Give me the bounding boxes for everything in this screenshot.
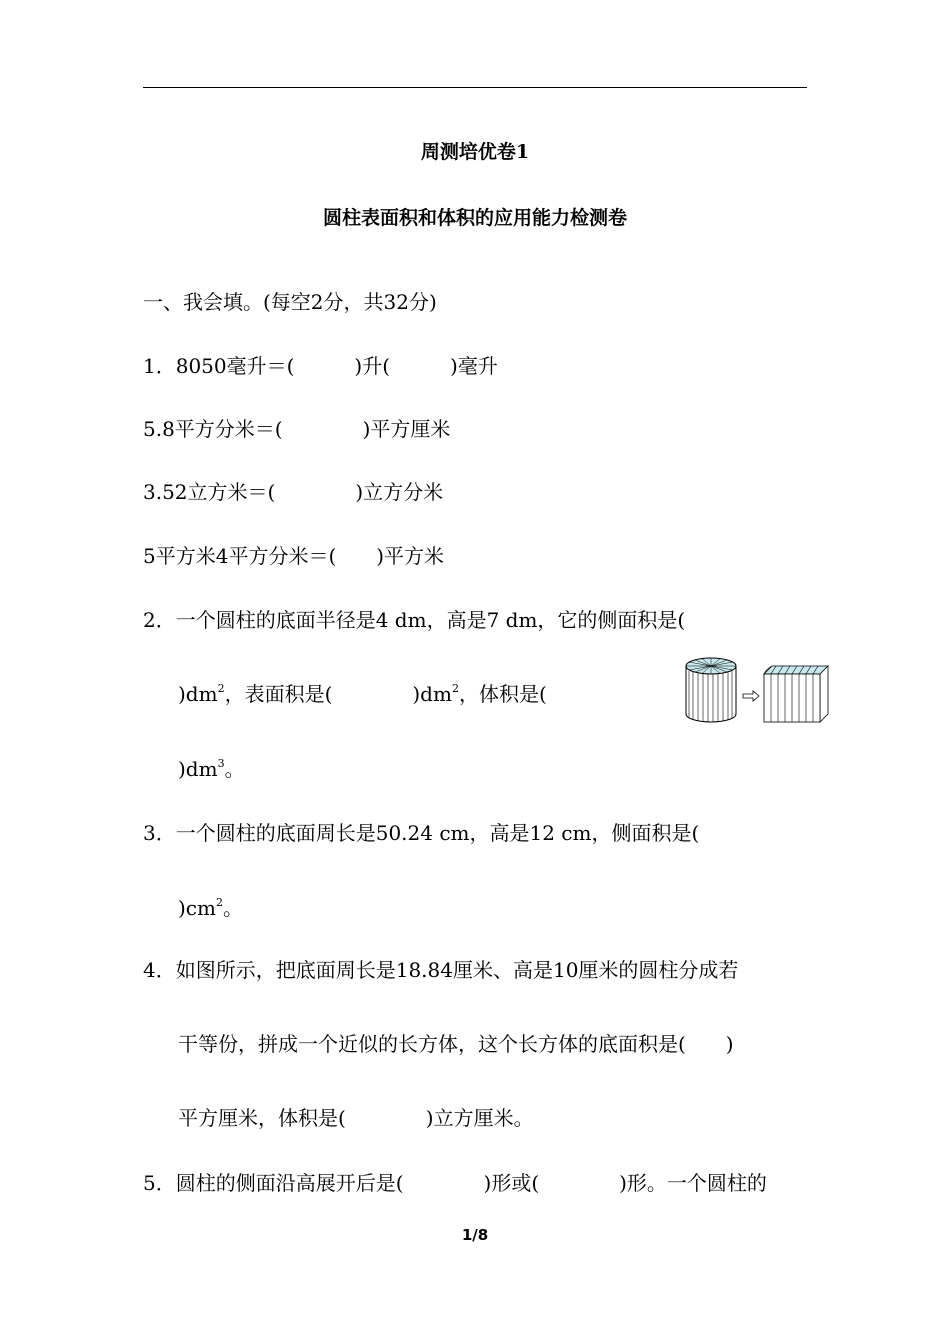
q2-sup-b: 2 <box>451 682 459 695</box>
q3-text-a: )cm <box>178 896 216 920</box>
page-subtitle: 圆柱表面积和体积的应用能力检测卷 <box>322 207 627 229</box>
q2-sup-c: 3 <box>217 757 225 770</box>
q2-text-c: ，体积是( <box>458 682 547 706</box>
q2-sup-a: 2 <box>217 682 225 695</box>
page-number: 1/8 <box>461 1226 489 1244</box>
q1-line2: 5.8平方分米＝( )平方厘米 <box>143 417 451 441</box>
page-title: 周测培优卷1 <box>420 141 530 163</box>
section-heading: 一、我会填。(每空2分，共32分) <box>143 290 437 314</box>
q3-text-b: 。 <box>222 896 243 920</box>
q2-text-b: ，表面积是( )dm <box>224 682 452 706</box>
q1-line3: 3.52立方米＝( )立方分米 <box>143 480 444 504</box>
q2-text-d: )dm <box>178 757 218 781</box>
q2-text-a: )dm <box>178 682 218 706</box>
cylinder-to-cuboid-diagram <box>680 654 838 728</box>
q2-line1: 2．一个圆柱的底面半径是4 dm，高是7 dm，它的侧面积是( <box>143 608 686 632</box>
q3-sup: 2 <box>215 896 223 909</box>
cuboid-icon <box>764 666 828 722</box>
q5-line1: 5．圆柱的侧面沿高展开后是( )形或( )形。一个圆柱的 <box>143 1171 767 1195</box>
q1-line1: 1．8050毫升＝( )升( )毫升 <box>143 354 498 378</box>
q4-line2: 干等份，拼成一个近似的长方体，这个长方体的底面积是( ) <box>178 1032 734 1056</box>
cylinder-icon <box>686 658 736 722</box>
header-rule <box>143 87 807 88</box>
q2-line3 <box>178 756 245 782</box>
q1-line4: 5平方米4平方分米＝( )平方米 <box>143 544 445 568</box>
arrow-right-icon <box>743 691 759 701</box>
q3-line2 <box>178 895 243 921</box>
q4-line1: 4．如图所示，把底面周长是18.84厘米、高是10厘米的圆柱分成若 <box>143 958 739 982</box>
q3-line1: 3．一个圆柱的底面周长是50.24 cm，高是12 cm，侧面积是( <box>143 821 700 845</box>
q4-line3: 平方厘米，体积是( )立方厘米。 <box>178 1106 534 1130</box>
q2-text-e: 。 <box>224 757 245 781</box>
q2-line2 <box>178 681 547 707</box>
